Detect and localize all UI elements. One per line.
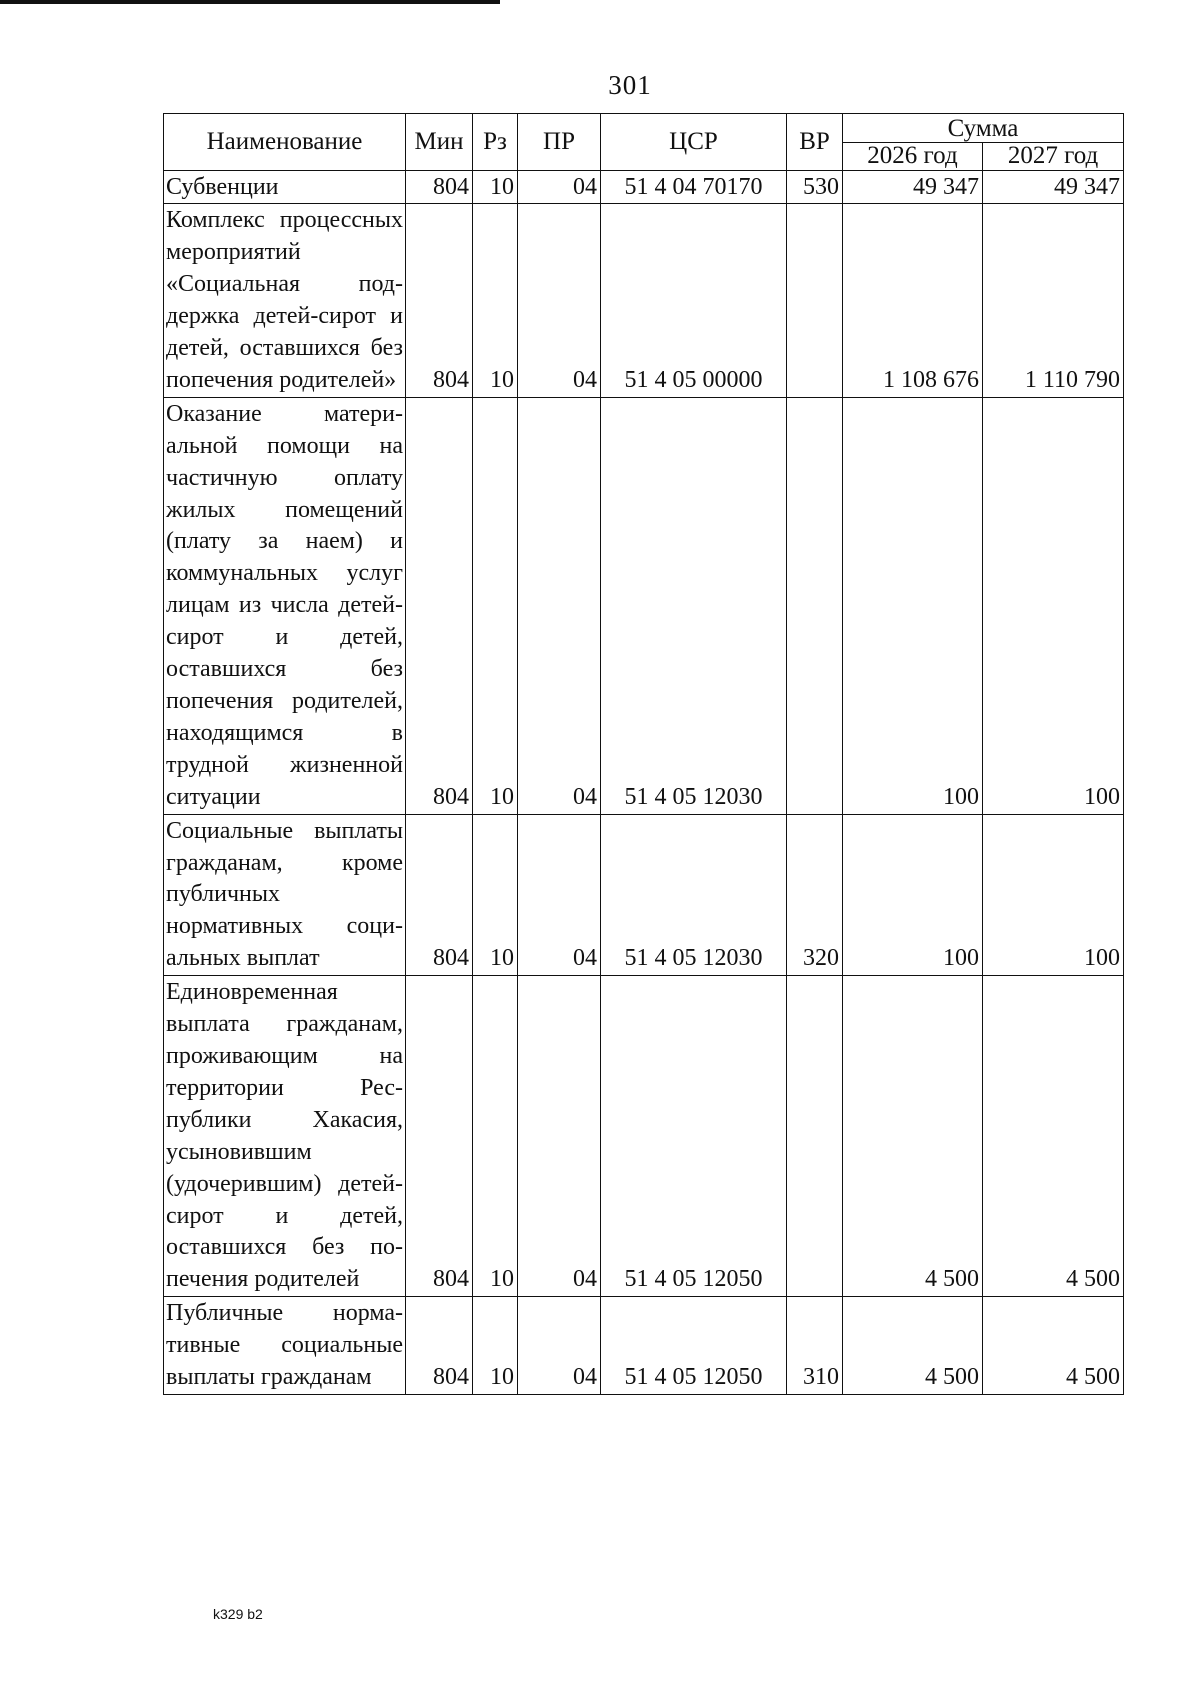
cell-min: 804 — [406, 204, 473, 397]
cell-vr — [787, 204, 843, 397]
cell-csr: 51 4 05 12030 — [601, 397, 787, 814]
cell-pr: 04 — [518, 814, 601, 976]
cell-vr: 310 — [787, 1297, 843, 1395]
cell-min: 804 — [406, 397, 473, 814]
cell-name: Публичные нормативные социальные выплаты гражданам — [164, 1297, 406, 1395]
header-name: Наименование — [164, 114, 406, 171]
cell-name: Комплекс процессных мероприятий «Социальная поддержка детей-сирот и детей, оставшихся без попечения родителей» — [164, 204, 406, 397]
cell-csr: 51 4 05 12050 — [601, 1297, 787, 1395]
table-row — [164, 814, 1124, 976]
cell-name: Социальные выплаты гражданам, кроме публичных нормативных социальных выплат — [164, 814, 406, 976]
cell-sum-2026: 4 500 — [843, 1297, 983, 1395]
cell-pr: 04 — [518, 1297, 601, 1395]
header-sum: Сумма — [843, 114, 1124, 143]
scan-edge-bar — [0, 0, 500, 4]
table-row — [164, 204, 1124, 397]
header-year-2027: 2027 год — [983, 143, 1124, 170]
cell-sum-2026: 1 108 676 — [843, 204, 983, 397]
cell-csr: 51 4 05 00000 — [601, 204, 787, 397]
cell-min: 804 — [406, 814, 473, 976]
cell-name: Субвенции — [164, 170, 406, 204]
cell-sum-2026: 100 — [843, 814, 983, 976]
cell-pr: 04 — [518, 204, 601, 397]
table-row — [164, 397, 1124, 814]
cell-rz: 10 — [473, 397, 518, 814]
cell-sum-2026: 100 — [843, 397, 983, 814]
cell-min: 804 — [406, 1297, 473, 1395]
cell-vr: 320 — [787, 814, 843, 976]
header-min: Мин — [406, 114, 473, 171]
cell-sum-2027: 1 110 790 — [983, 204, 1124, 397]
cell-rz: 10 — [473, 976, 518, 1297]
cell-name: Единовременная выплата гражданам, проживающим на территории Республики Хакасия, усыновившим (удочерившим) детей-сирот и детей, оставшихся без попечения родителей — [164, 976, 406, 1297]
cell-sum-2027: 100 — [983, 397, 1124, 814]
table-row — [164, 1297, 1124, 1395]
table-body — [164, 170, 1124, 1394]
cell-rz: 10 — [473, 170, 518, 204]
cell-vr — [787, 397, 843, 814]
cell-rz: 10 — [473, 1297, 518, 1395]
cell-csr: 51 4 05 12050 — [601, 976, 787, 1297]
table-row — [164, 976, 1124, 1297]
header-year-2026: 2026 год — [843, 143, 983, 170]
cell-sum-2027: 100 — [983, 814, 1124, 976]
budget-table — [163, 113, 1124, 1395]
cell-pr: 04 — [518, 397, 601, 814]
header-rz: Рз — [473, 114, 518, 171]
cell-min: 804 — [406, 976, 473, 1297]
cell-sum-2026: 4 500 — [843, 976, 983, 1297]
cell-sum-2027: 4 500 — [983, 1297, 1124, 1395]
cell-pr: 04 — [518, 170, 601, 204]
cell-sum-2026: 49 347 — [843, 170, 983, 204]
cell-vr — [787, 976, 843, 1297]
page-number: 301 — [608, 70, 652, 100]
cell-min: 804 — [406, 170, 473, 204]
header-pr: ПР — [518, 114, 601, 171]
cell-rz: 10 — [473, 204, 518, 397]
cell-sum-2027: 4 500 — [983, 976, 1124, 1297]
header-csr: ЦСР — [601, 114, 787, 171]
footer-code: k329 b2 — [213, 1606, 263, 1622]
cell-pr: 04 — [518, 976, 601, 1297]
cell-rz: 10 — [473, 814, 518, 976]
table-row — [164, 170, 1124, 204]
header-row-1 — [164, 114, 1124, 143]
cell-csr: 51 4 04 70170 — [601, 170, 787, 204]
cell-name: Оказание материальной помощи на частичную оплату жилых помещений (плату за наем) и коммунальных услуг лицам из числа детей-сирот и детей, оставшихся без попечения родителей, находящимся в трудной жизненной ситуации — [164, 397, 406, 814]
header-vr: ВР — [787, 114, 843, 171]
cell-sum-2027: 49 347 — [983, 170, 1124, 204]
cell-csr: 51 4 05 12030 — [601, 814, 787, 976]
cell-vr: 530 — [787, 170, 843, 204]
